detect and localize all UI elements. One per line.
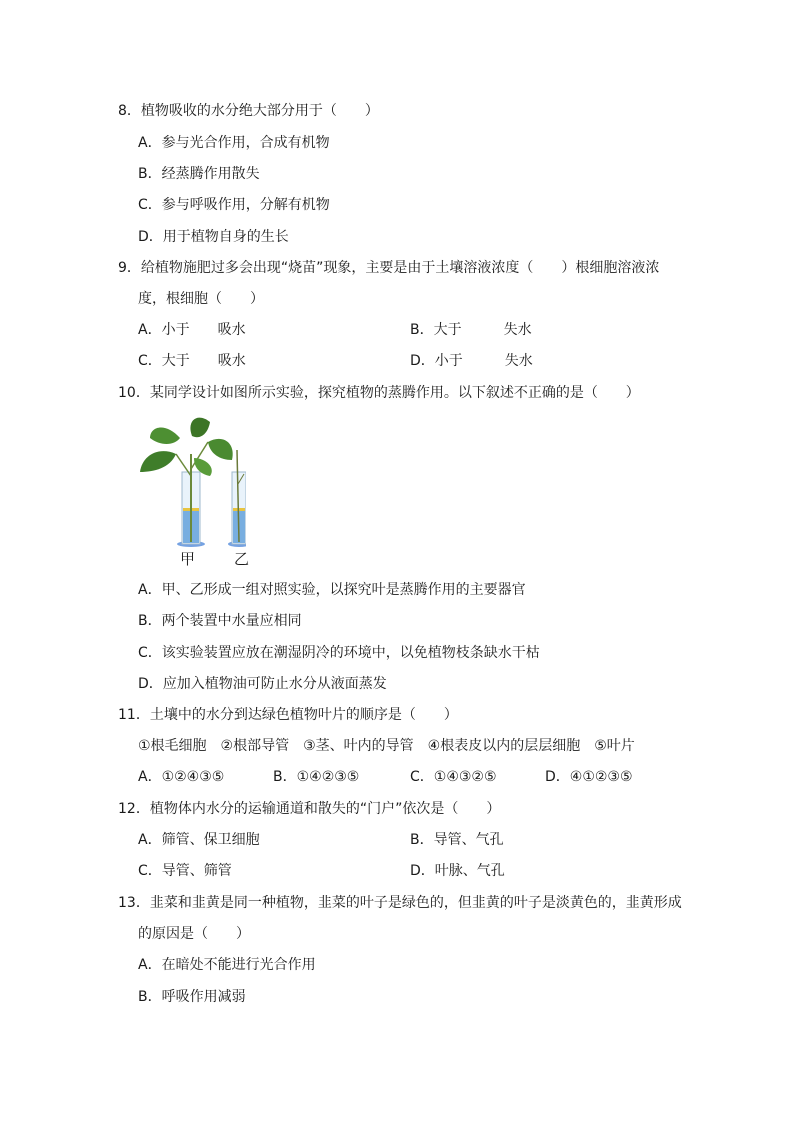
question-8-stem: 8．植物吸收的水分绝大部分用于（ ） <box>118 103 379 119</box>
q11-option-a: A．①②④③⑤ <box>138 769 225 785</box>
q11-option-b: B．①④②③⑤ <box>273 769 360 785</box>
q8-option-d: D．用于植物自身的生长 <box>138 229 289 245</box>
q13-option-a: A．在暗处不能进行光合作用 <box>138 957 316 973</box>
q13-option-b: B．呼吸作用减弱 <box>138 989 246 1005</box>
tube-jia-illustration <box>140 418 233 547</box>
q12-option-c: C．导管、筛管 <box>138 863 232 879</box>
q8-option-b: B．经蒸腾作用散失 <box>138 166 260 182</box>
q9-option-a: A．小于 吸水 <box>138 322 246 338</box>
q11-option-d: D．④①②③⑤ <box>545 769 633 785</box>
q8-option-a: A．参与光合作用，合成有机物 <box>138 135 330 151</box>
question-10-stem: 10．某同学设计如图所示实验，探究植物的蒸腾作用。以下叙述不正确的是（ ） <box>118 385 640 401</box>
q11-option-c: C．①④③②⑤ <box>410 769 497 785</box>
q9-option-b: B．大于 失水 <box>410 322 532 338</box>
q9-option-c: C．大于 吸水 <box>138 353 246 369</box>
question-9-stem-cont: 度，根细胞（ ） <box>138 291 264 307</box>
q10-option-a: A．甲、乙形成一组对照实验，以探究叶是蒸腾作用的主要器官 <box>138 582 526 598</box>
q8-option-c: C．参与呼吸作用，分解有机物 <box>138 197 330 213</box>
figure-label-jia: 甲 <box>180 550 196 568</box>
question-9-stem: 9．给植物施肥过多会出现“烧苗”现象，主要是由于土壤溶液浓度（ ）根细胞溶液浓 <box>118 260 660 276</box>
tube-yi-illustration <box>228 450 246 547</box>
question-13-stem: 13．韭菜和韭黄是同一种植物，韭菜的叶子是绿色的，但韭黄的叶子是淡黄色的，韭黄形成 <box>118 895 682 911</box>
q12-option-d: D．叶脉、气孔 <box>410 863 505 879</box>
question-12-stem: 12．植物体内水分的运输通道和散失的“门户”依次是（ ） <box>118 801 501 817</box>
figure-label-yi: 乙 <box>234 550 250 568</box>
q9-option-d: D．小于 失水 <box>410 353 533 369</box>
q10-option-c: C．该实验装置应放在潮湿阴冷的环境中，以免植物枝条缺水干枯 <box>138 645 540 661</box>
q12-option-b: B．导管、气孔 <box>410 832 504 848</box>
q12-option-a: A．筛管、保卫细胞 <box>138 832 260 848</box>
question-13-stem-cont: 的原因是（ ） <box>138 926 250 942</box>
q10-option-b: B．两个装置中水量应相同 <box>138 613 302 629</box>
q11-items: ①根毛细胞 ②根部导管 ③茎、叶内的导管 ④根表皮以内的层层细胞 ⑤叶片 <box>138 738 635 754</box>
q10-option-d: D．应加入植物油可防止水分从液面蒸发 <box>138 676 387 692</box>
question-11-stem: 11．土壤中的水分到达绿色植物叶片的顺序是（ ） <box>118 707 458 723</box>
